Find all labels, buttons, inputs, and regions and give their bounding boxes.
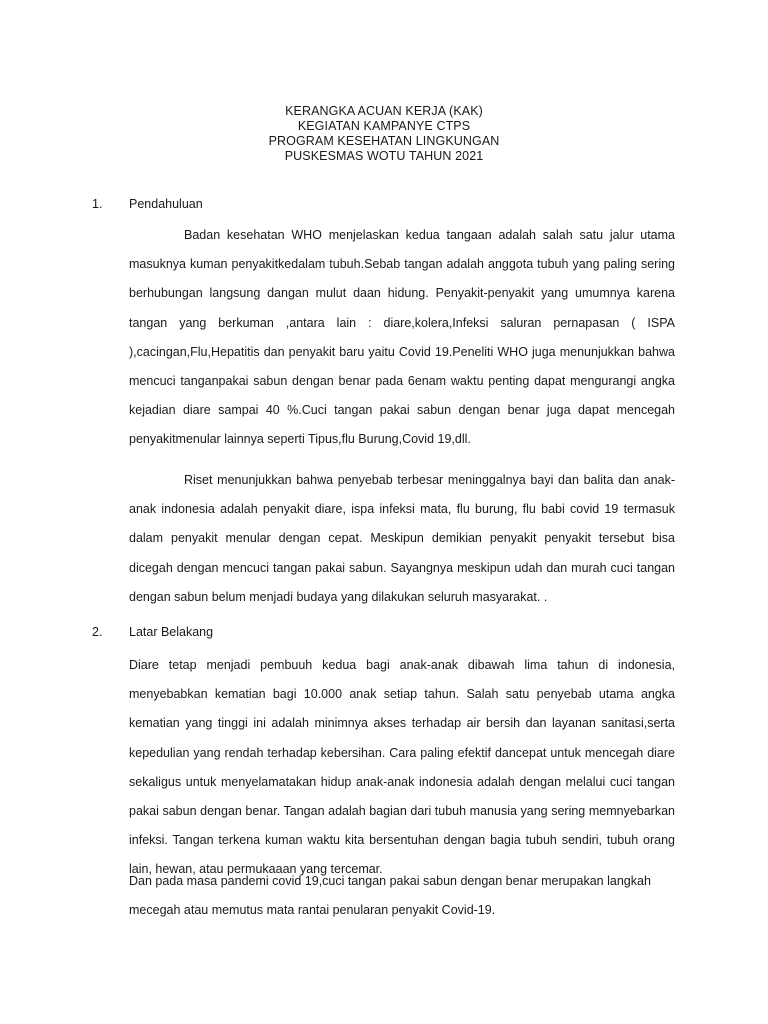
paragraph: Riset menunjukkan bahwa penyebab terbesar meninggalnya bayi dan balita dan anak-anak indonesia adalah penyakit diare, ispa infeksi mata, flu burung, flu babi covid 19 termasuk dalam penyakit menular dengan cepat. Meskipun demikian penyakit penyakit tersebut bisa dicegah dengan mencuci tangan pakai sabun. Sayangnya meskipun udah dan murah cuci tangan dengan sabun belum menjadi budaya yang dilakukan seluruh masyarakat. . bbox=[129, 473, 675, 604]
section-number: 2. bbox=[92, 625, 103, 639]
section-heading-latar-belakang bbox=[92, 625, 213, 639]
title-line-4: PUSKESMAS WOTU TAHUN 2021 bbox=[284, 149, 484, 163]
title-line-1: KERANGKA ACUAN KERJA (KAK) bbox=[285, 104, 483, 118]
paragraph: Badan kesehatan WHO menjelaskan kedua tangaan adalah salah satu jalur utama masuknya kuman penyakitkedalam tubuh.Sebab tangan adalah anggota tubuh yang paling sering berhubungan langsung dangan mulut daan hidung. Penyakit-penyakit yang umumnya karena tangan yang berkuman ,antara lain : diare,kolera,Infeksi saluran pernapasan ( ISPA ),cacingan,Flu,Hepatitis dan penyakit baru yaitu Covid 19.Peneliti WHO juga menunjukkan bahwa mencuci tanganpakai sabun dengan benar pada 6enam waktu penting dapat mengurangi angka kejadian diare sampai 40 %.Cuci tangan pakai sabun dengan benar juga dapat mencegah penyakitmenular lainnya seperti Tipus,flu Burung,Covid 19,dll. bbox=[129, 228, 675, 447]
section-title: Latar Belakang bbox=[129, 625, 214, 639]
section-title: Pendahuluan bbox=[129, 197, 203, 211]
title-line-3: PROGRAM KESEHATAN LINGKUNGAN bbox=[268, 134, 500, 148]
title-line-2: KEGIATAN KAMPANYE CTPS bbox=[297, 119, 471, 133]
section-heading-pendahuluan bbox=[92, 197, 203, 211]
paragraph: Diare tetap menjadi pembuuh kedua bagi anak-anak dibawah lima tahun di indonesia, menyebabkan kematian bagi 10.000 anak setiap tahun. Salah satu penyebab utama angka kematian yang tinggi ini adalah minimnya akses terhadap air bersih dan layanan sanitasi,serta kepedulian yang rendah terhadap kebersihan. Cara paling efektif dancepat untuk mencegah diare sekaligus untuk menyelamatakan hidup anak-anak indonesia adalah dengan melalui cuci tangan pakai sabun dengan benar. Tangan adalah bagian dari tubuh manusia yang sering memnyebarkan infeksi. Tangan terkena kuman waktu kita bersentuhan dengan bagia tubuh sendiri, tubuh orang lain, hewan, atau permukaaan yang tercemar. bbox=[129, 658, 675, 877]
paragraph: Dan pada masa pandemi covid 19,cuci tangan pakai sabun dengan benar merupakan langkah mecegah atau memutus mata rantai penularan penyakit Covid-19. bbox=[129, 874, 651, 918]
section-number: 1. bbox=[92, 197, 103, 211]
document-title bbox=[0, 104, 768, 164]
